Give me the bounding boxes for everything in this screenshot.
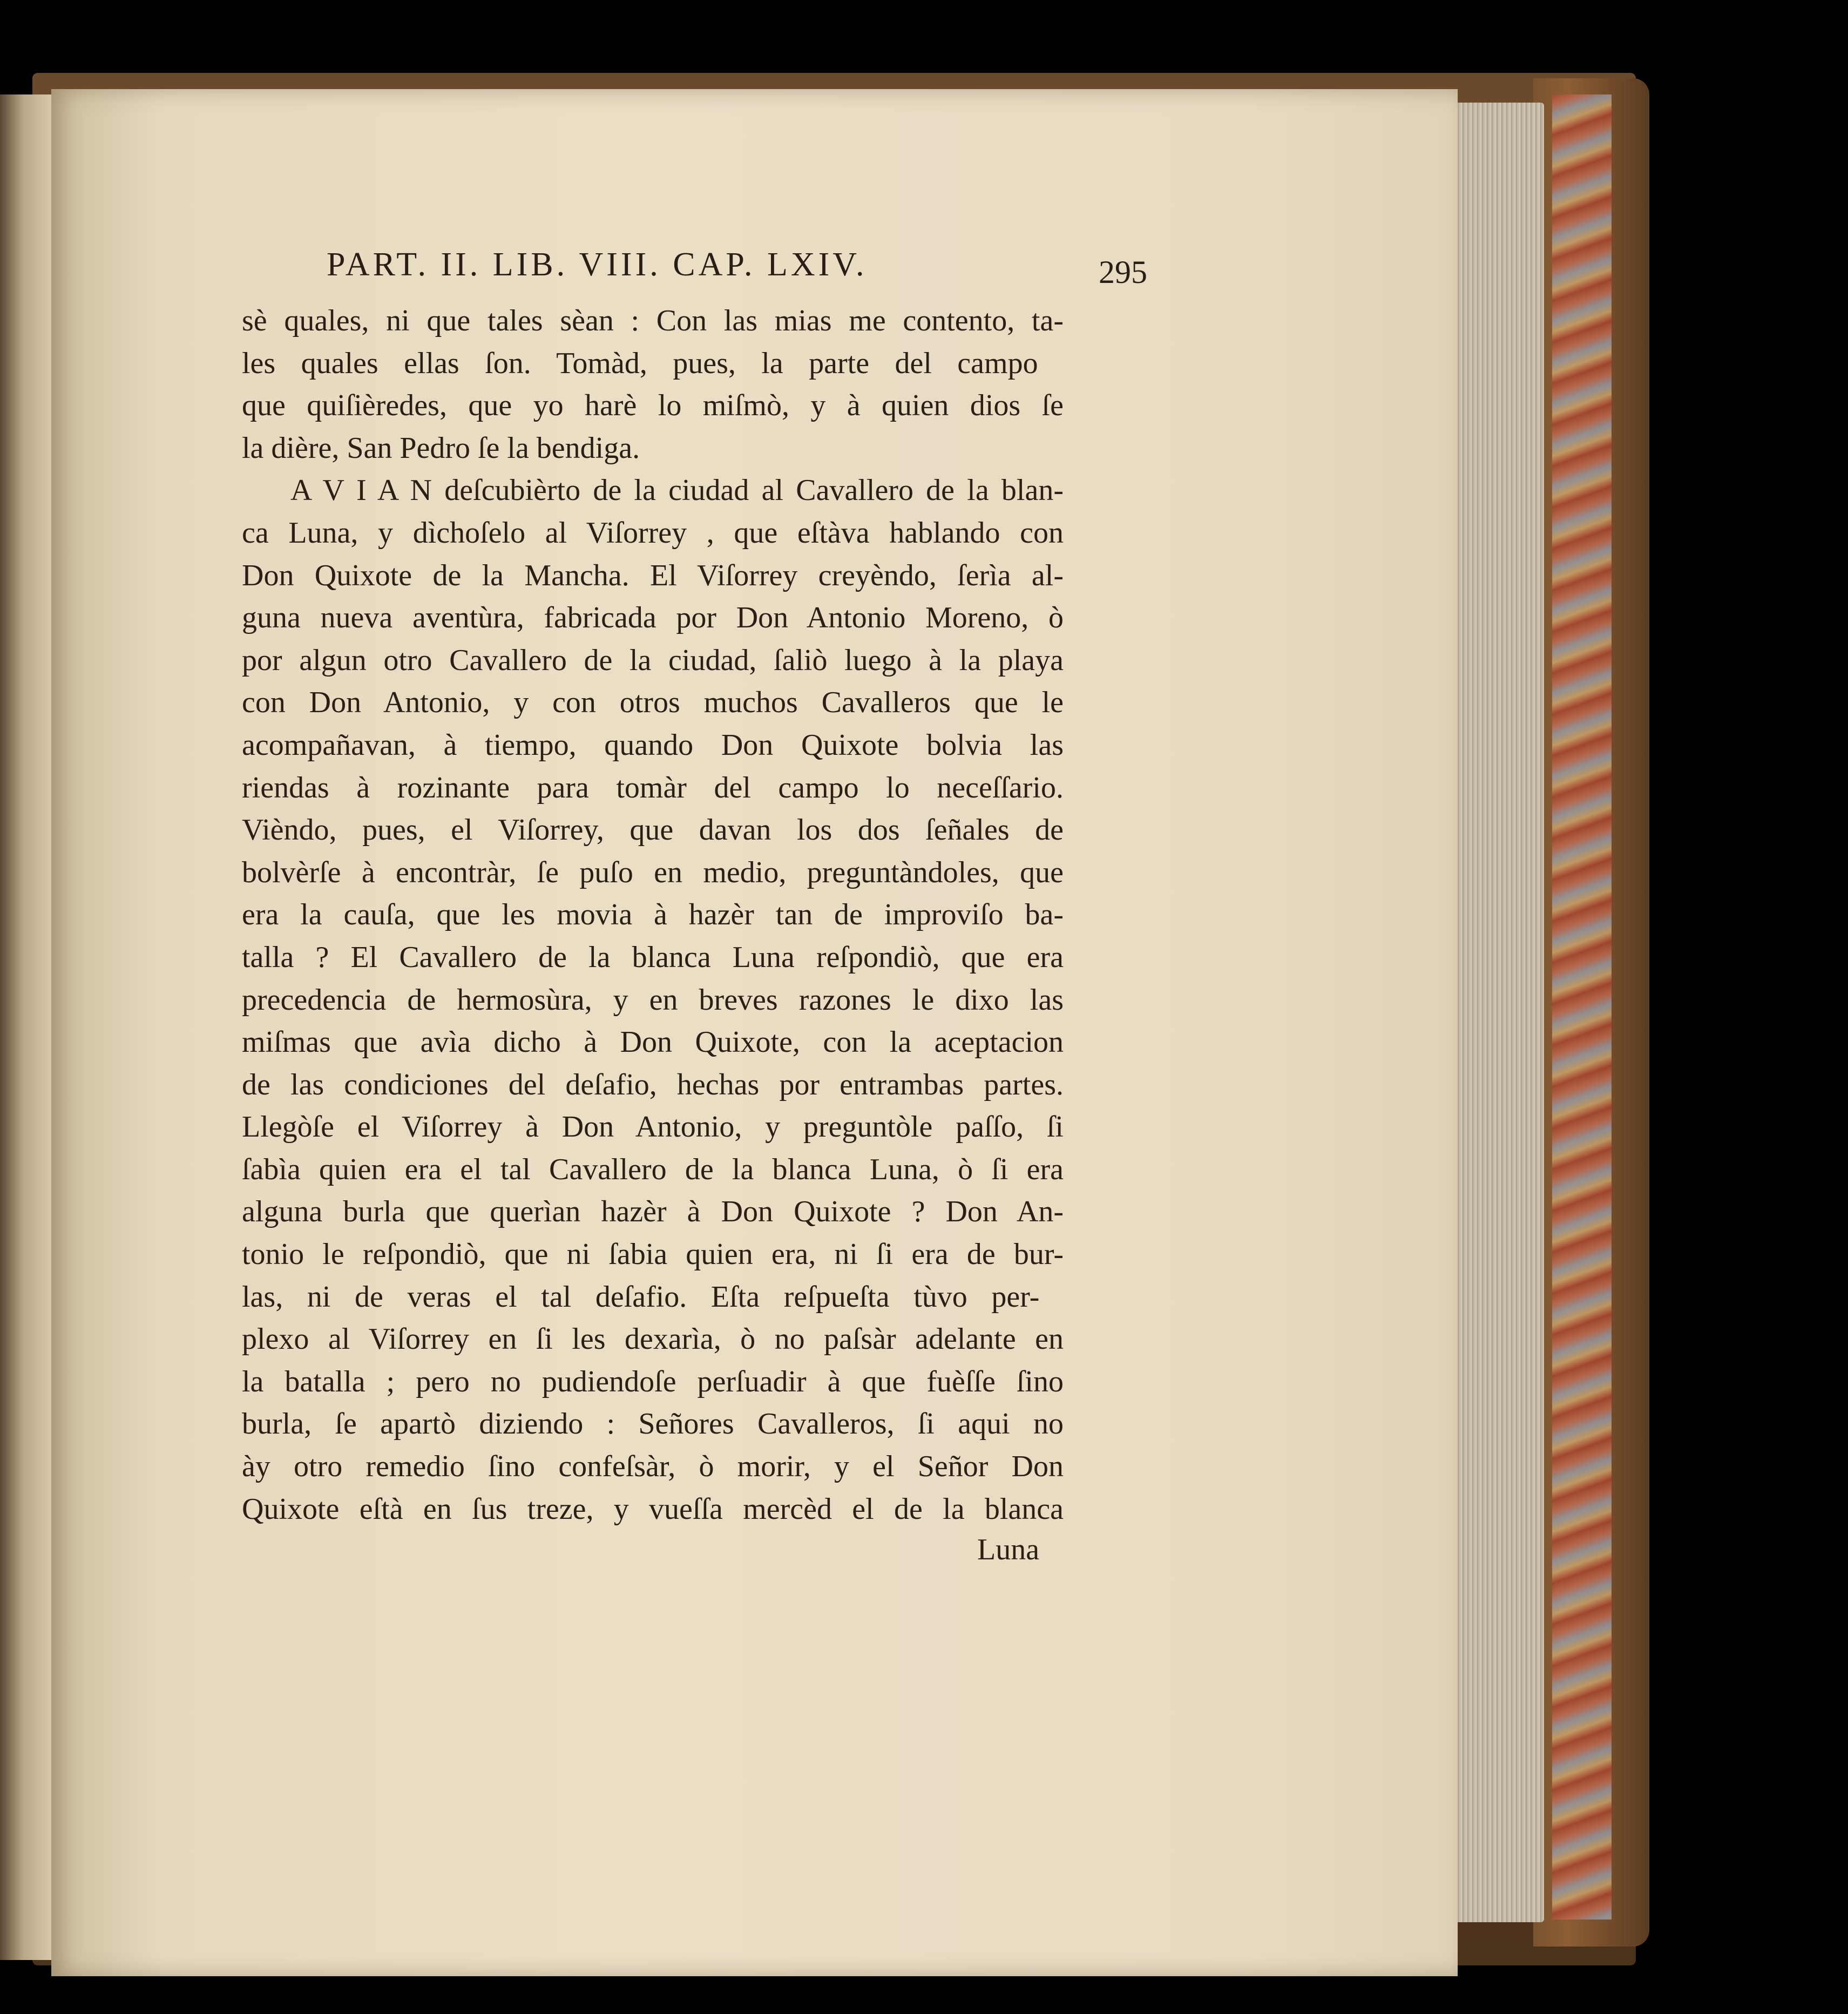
text-line: sè quales, ni que tales sèan : Con las mias me contento, ta- [242, 304, 1064, 337]
text-line: ſabìa quien era el tal Cavallero de la blanca Luna, ò ſi era [242, 1152, 1064, 1186]
text-line: riendas à rozinante para tomàr del campo lo neceſſario. [242, 771, 1064, 805]
text-line: bolvèrſe à encontràr, ſe puſo en medio, preguntàndoles, que [242, 855, 1064, 889]
text-line: la batalla ; pero no pudiendoſe perſuadir à que fuèſſe ſino [242, 1364, 1064, 1398]
text-line: precedencia de hermosùra, y en breves razones le dixo las [242, 983, 1064, 1017]
text-line: que quiſièredes, que yo harè lo miſmò, y à quien dios ſe [242, 389, 1064, 423]
text-line: de las condiciones del deſafio, hechas por entrambas partes. [242, 1067, 1064, 1101]
text-line: burla, ſe apartò diziendo : Señores Cavalleros, ſi aqui no [242, 1407, 1064, 1441]
text-line: alguna burla que querìan hazèr à Don Quixote ? Don An- [242, 1195, 1064, 1229]
text-line: miſmas que avìa dicho à Don Quixote, con la aceptacion [242, 1025, 1064, 1059]
text-line: les quales ellas ſon. Tomàd, pues, la parte del campo [242, 346, 1038, 380]
previous-page-edge [0, 94, 51, 1960]
text-line: era la cauſa, que les movia à hazèr tan de improviſo ba- [242, 898, 1064, 932]
text-line: acompañavan, à tiempo, quando Don Quixote bolvia las [242, 728, 1064, 762]
text-line: Don Quixote de la Mancha. El Viſorrey creyèndo, ſerìa al- [242, 558, 1064, 592]
text-line: Llegòſe el Viſorrey à Don Antonio, y preguntòle paſſo, ſi [242, 1110, 1064, 1144]
text-line: por algun otro Cavallero de la ciudad, ſaliò luego à la playa [242, 643, 1064, 677]
text-line: con Don Antonio, y con otros muchos Cavalleros que le [242, 686, 1064, 720]
page-fore-edge [1455, 103, 1544, 1922]
catchword: Luna [977, 1533, 1040, 1566]
text-line: A V I A N deſcubièrto de la ciudad al Cavallero de la blan- [242, 474, 1064, 508]
text-line: la dière, San Pedro ſe la bendiga. [242, 431, 640, 465]
text-line: guna nueva aventùra, fabricada por Don Antonio Moreno, ò [242, 601, 1064, 635]
text-line: las, ni de veras el tal deſafio. Eſta reſpueſta tùvo per- [242, 1280, 1040, 1314]
marbled-endpaper [1552, 94, 1612, 1920]
page-number: 295 [1099, 254, 1147, 290]
text-line: Quixote eſtà en ſus treze, y vueſſa mercèd el de la blanca [242, 1492, 1064, 1526]
text-line: talla ? El Cavallero de la blanca Luna reſpondiò, que era [242, 940, 1064, 974]
text-line: plexo al Viſorrey en ſi les dexarìa, ò no paſsàr adelante en [242, 1322, 1064, 1356]
running-head: PART. II. LIB. VIII. CAP. LXIV. [327, 246, 868, 283]
body-text [242, 300, 1064, 1530]
text-line: ày otro remedio ſino confeſsàr, ò morir, y el Señor Don [242, 1450, 1064, 1484]
text-line: ca Luna, y dìchoſelo al Viſorrey , que eſtàva hablando con [242, 516, 1064, 550]
text-line: Vièndo, pues, el Viſorrey, que davan los dos ſeñales de [242, 813, 1064, 847]
text-line: tonio le reſpondiò, que ni ſabia quien era, ni ſi era de bur- [242, 1238, 1064, 1272]
